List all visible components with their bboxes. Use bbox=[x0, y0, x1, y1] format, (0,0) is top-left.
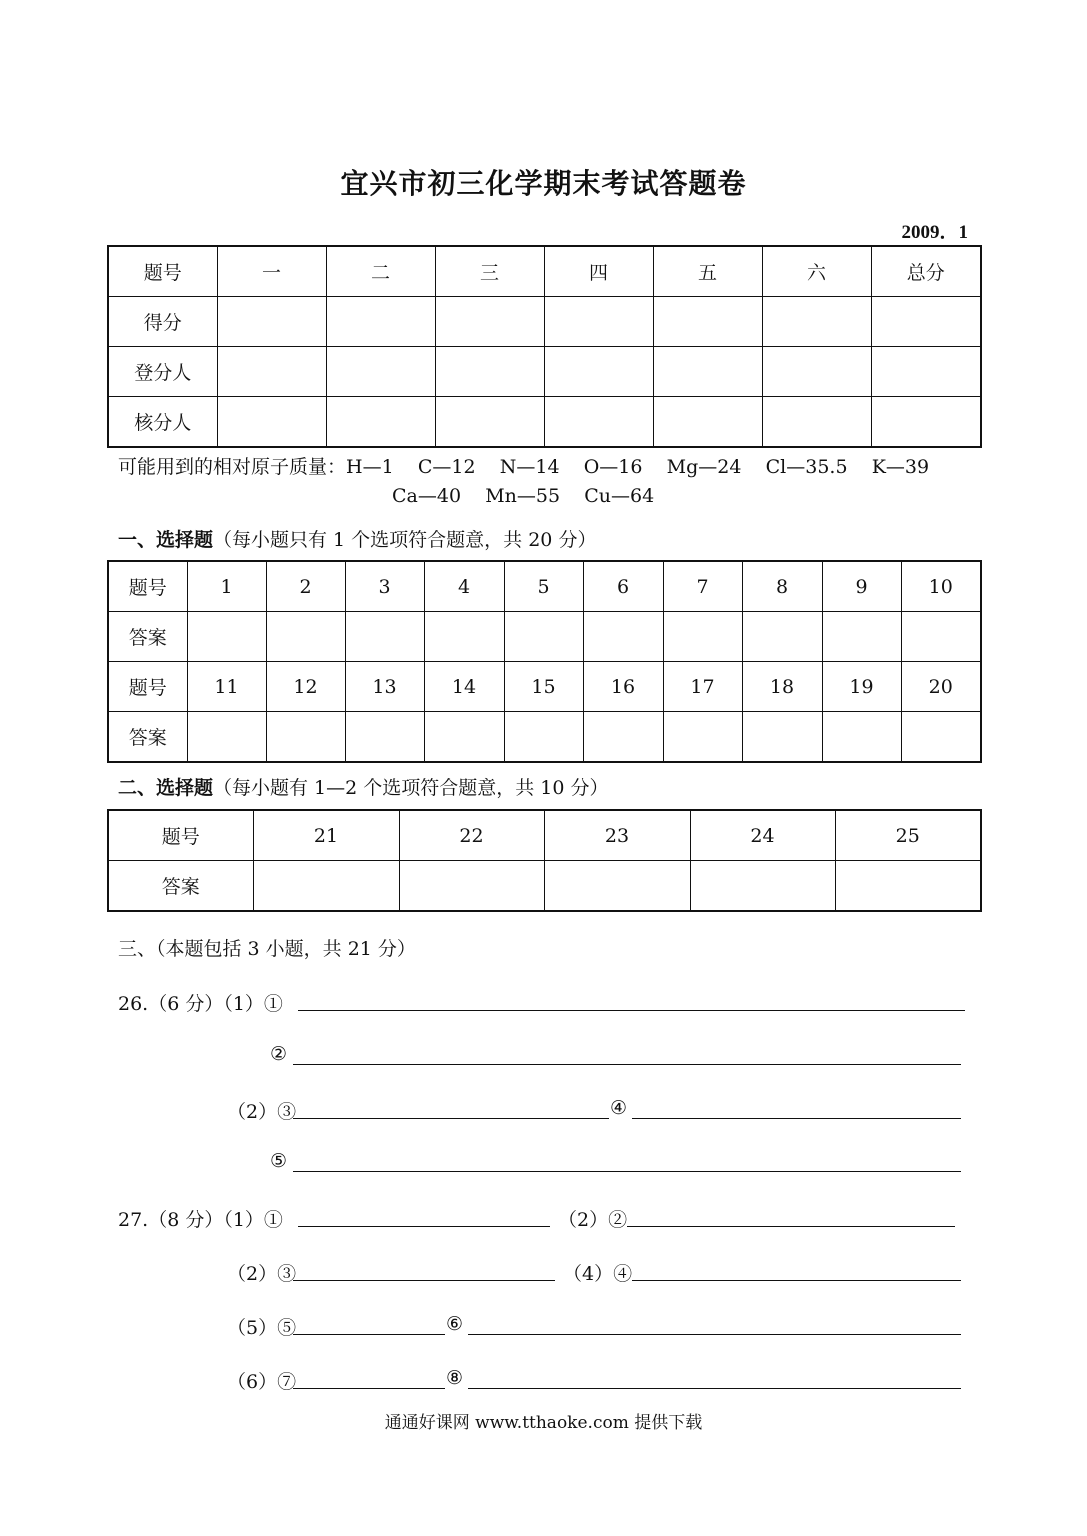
score-row bbox=[108, 297, 981, 347]
column-header: 二 bbox=[326, 246, 435, 297]
row-label: 答案 bbox=[108, 712, 187, 763]
answer-cell[interactable] bbox=[742, 612, 822, 662]
question-number: 15 bbox=[504, 662, 583, 712]
question-number: 1 bbox=[187, 561, 266, 612]
column-header: 六 bbox=[762, 246, 871, 297]
mass-item: O—16 bbox=[583, 456, 643, 478]
column-header: 三 bbox=[435, 246, 544, 297]
q27-marker-8: ⑧ bbox=[446, 1367, 464, 1389]
question-number: 3 bbox=[345, 561, 424, 612]
score-cell[interactable] bbox=[871, 397, 981, 448]
recorder-row bbox=[108, 347, 981, 397]
question-number: 16 bbox=[583, 662, 663, 712]
answer-cell[interactable] bbox=[663, 612, 742, 662]
question-number: 4 bbox=[424, 561, 504, 612]
score-cell[interactable] bbox=[544, 397, 653, 448]
score-table bbox=[107, 245, 982, 448]
question-number: 14 bbox=[424, 662, 504, 712]
q26-part2: （2）③ bbox=[227, 1101, 297, 1123]
page-title: 宜兴市初三化学期末考试答题卷 bbox=[340, 167, 747, 200]
answer-cell[interactable] bbox=[266, 612, 345, 662]
answer-cell[interactable] bbox=[583, 712, 663, 763]
question-number: 18 bbox=[742, 662, 822, 712]
question-number: 19 bbox=[822, 662, 901, 712]
q26-blank-1[interactable] bbox=[298, 1010, 965, 1011]
answer-cell[interactable] bbox=[424, 712, 504, 763]
question-number: 8 bbox=[742, 561, 822, 612]
q26-prefix: 26.（6 分）（1）① bbox=[118, 993, 283, 1015]
score-cell[interactable] bbox=[326, 297, 435, 347]
question-number: 23 bbox=[544, 810, 690, 861]
score-cell[interactable] bbox=[762, 297, 871, 347]
section2-title: 二、选择题 bbox=[118, 777, 214, 799]
answer-cell[interactable] bbox=[742, 712, 822, 763]
question-number: 12 bbox=[266, 662, 345, 712]
answer-cell[interactable] bbox=[504, 612, 583, 662]
score-cell[interactable] bbox=[326, 347, 435, 397]
column-header: 五 bbox=[653, 246, 762, 297]
score-cell[interactable] bbox=[762, 347, 871, 397]
q26-blank-4[interactable] bbox=[632, 1118, 961, 1119]
section2-note: （每小题有 1—2 个选项符合题意，共 10 分） bbox=[213, 777, 609, 799]
question-number: 2 bbox=[266, 561, 345, 612]
answer-cell[interactable] bbox=[253, 861, 399, 912]
score-cell[interactable] bbox=[435, 347, 544, 397]
score-cell[interactable] bbox=[326, 397, 435, 448]
answer-cell[interactable] bbox=[835, 861, 981, 912]
row-label: 题号 bbox=[108, 561, 187, 612]
section2-answer-table bbox=[107, 809, 982, 912]
q26-blank-2[interactable] bbox=[293, 1064, 961, 1065]
q27-blank-7[interactable] bbox=[293, 1388, 445, 1389]
q26-marker-4: ④ bbox=[610, 1097, 628, 1119]
q27-part2b: （2）③ bbox=[227, 1263, 297, 1285]
question-number: 9 bbox=[822, 561, 901, 612]
answer-cell[interactable] bbox=[345, 712, 424, 763]
answer-row bbox=[108, 712, 981, 763]
q27-blank-1[interactable] bbox=[298, 1226, 550, 1227]
score-header-row bbox=[108, 246, 981, 297]
question-number: 5 bbox=[504, 561, 583, 612]
score-cell[interactable] bbox=[217, 297, 326, 347]
question-row bbox=[108, 662, 981, 712]
answer-cell[interactable] bbox=[345, 612, 424, 662]
answer-cell[interactable] bbox=[266, 712, 345, 763]
q26-marker-2: ② bbox=[270, 1043, 288, 1065]
q26-marker-5: ⑤ bbox=[270, 1150, 288, 1172]
answer-cell[interactable] bbox=[187, 612, 266, 662]
answer-cell[interactable] bbox=[901, 712, 981, 763]
q27-marker-6: ⑥ bbox=[446, 1313, 464, 1335]
q27-blank-4[interactable] bbox=[632, 1280, 961, 1281]
section1-note: （每小题只有 1 个选项符合题意，共 20 分） bbox=[213, 529, 597, 551]
question-number: 24 bbox=[690, 810, 835, 861]
row-label: 题号 bbox=[108, 810, 253, 861]
column-header: 四 bbox=[544, 246, 653, 297]
answer-cell[interactable] bbox=[187, 712, 266, 763]
mass-item: N—14 bbox=[499, 456, 560, 478]
mass-item: H—1 bbox=[346, 456, 394, 478]
score-cell[interactable] bbox=[653, 347, 762, 397]
question-number: 13 bbox=[345, 662, 424, 712]
row-label: 登分人 bbox=[108, 347, 217, 397]
row-label: 题号 bbox=[108, 662, 187, 712]
mass-item: Mn—55 bbox=[485, 485, 561, 507]
question-number: 22 bbox=[399, 810, 544, 861]
score-cell[interactable] bbox=[435, 297, 544, 347]
answer-cell[interactable] bbox=[663, 712, 742, 763]
answer-cell[interactable] bbox=[822, 612, 901, 662]
score-cell[interactable] bbox=[544, 347, 653, 397]
mass-item: Cu—64 bbox=[584, 485, 655, 507]
column-header: 一 bbox=[217, 246, 326, 297]
answer-cell[interactable] bbox=[544, 861, 690, 912]
q27-blank-5[interactable] bbox=[293, 1334, 445, 1335]
question-number: 11 bbox=[187, 662, 266, 712]
mass-item: Ca—40 bbox=[392, 485, 462, 507]
question-number: 7 bbox=[663, 561, 742, 612]
question-number: 6 bbox=[583, 561, 663, 612]
q27-blank-2[interactable] bbox=[627, 1226, 955, 1227]
score-cell[interactable] bbox=[544, 297, 653, 347]
answer-cell[interactable] bbox=[901, 612, 981, 662]
q27-blank-8[interactable] bbox=[468, 1388, 961, 1389]
q26-blank-3[interactable] bbox=[293, 1118, 609, 1119]
question-number: 10 bbox=[901, 561, 981, 612]
section1-heading bbox=[118, 525, 596, 552]
footer-credit: 通通好课网 www.tthaoke.com 提供下载 bbox=[384, 1413, 703, 1433]
answer-cell[interactable] bbox=[690, 861, 835, 912]
answer-row bbox=[108, 612, 981, 662]
answer-cell[interactable] bbox=[424, 612, 504, 662]
row-label: 得分 bbox=[108, 297, 217, 347]
score-cell[interactable] bbox=[762, 397, 871, 448]
mass-item: Cl—35.5 bbox=[765, 456, 848, 478]
answer-row bbox=[108, 861, 981, 912]
header-label-cell: 题号 bbox=[108, 246, 217, 297]
section1-answer-table bbox=[107, 560, 982, 763]
question-row bbox=[108, 810, 981, 861]
question-number: 25 bbox=[835, 810, 981, 861]
section1-title: 一、选择题 bbox=[118, 529, 214, 551]
row-label: 核分人 bbox=[108, 397, 217, 448]
question-number: 17 bbox=[663, 662, 742, 712]
mass-item: K—39 bbox=[871, 456, 930, 478]
question-row bbox=[108, 561, 981, 612]
score-cell[interactable] bbox=[217, 397, 326, 448]
answer-cell[interactable] bbox=[399, 861, 544, 912]
question-number: 21 bbox=[253, 810, 399, 861]
score-cell[interactable] bbox=[871, 347, 981, 397]
row-label: 答案 bbox=[108, 861, 253, 912]
q26-blank-5[interactable] bbox=[293, 1171, 961, 1172]
column-header: 总分 bbox=[871, 246, 981, 297]
answer-cell[interactable] bbox=[583, 612, 663, 662]
section2-heading bbox=[118, 773, 609, 800]
answer-cell[interactable] bbox=[504, 712, 583, 763]
q27-part4: （4）④ bbox=[563, 1263, 633, 1285]
question-number: 20 bbox=[901, 662, 981, 712]
q27-prefix: 27.（8 分）（1）① bbox=[118, 1209, 283, 1231]
q27-part5: （5）⑤ bbox=[227, 1317, 297, 1339]
score-cell[interactable] bbox=[653, 297, 762, 347]
q27-part6: （6）⑦ bbox=[227, 1371, 297, 1393]
atomic-masses-line2 bbox=[392, 485, 654, 507]
mass-item: C—12 bbox=[417, 456, 476, 478]
q27-blank-6[interactable] bbox=[468, 1334, 961, 1335]
score-cell[interactable] bbox=[653, 397, 762, 448]
section3-heading: 三、（本题包括 3 小题，共 21 分） bbox=[118, 938, 416, 960]
mass-item: Mg—24 bbox=[666, 456, 742, 478]
exam-date: 2009．1 bbox=[901, 222, 968, 243]
row-label: 答案 bbox=[108, 612, 187, 662]
checker-row bbox=[108, 397, 981, 448]
atomic-masses-line1 bbox=[118, 452, 929, 479]
score-cell[interactable] bbox=[871, 297, 981, 347]
score-cell[interactable] bbox=[217, 347, 326, 397]
answer-cell[interactable] bbox=[822, 712, 901, 763]
score-cell[interactable] bbox=[435, 397, 544, 448]
q27-blank-3[interactable] bbox=[293, 1280, 555, 1281]
q27-part2a: （2）② bbox=[558, 1209, 628, 1231]
atomic-masses-label: 可能用到的相对原子质量： bbox=[118, 456, 347, 478]
